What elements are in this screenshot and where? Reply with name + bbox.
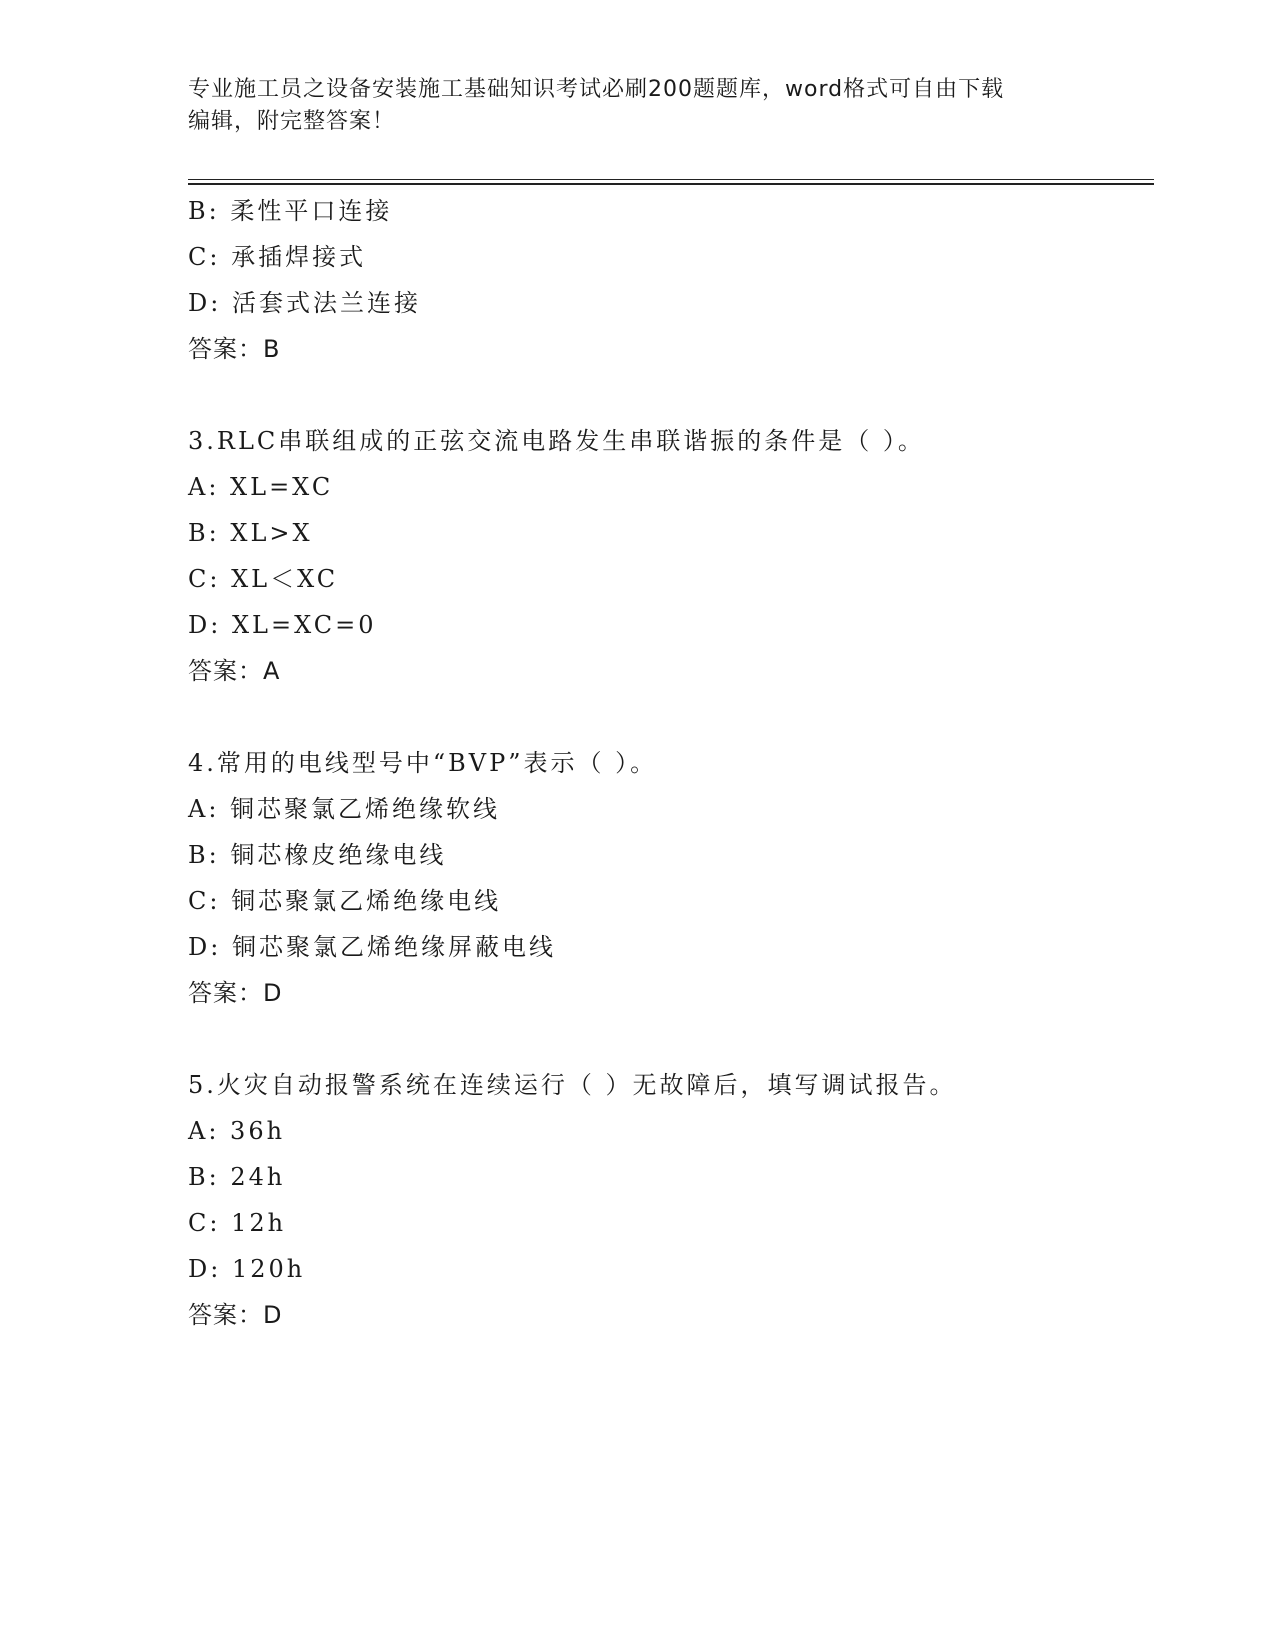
question-4 xyxy=(188,740,1148,1016)
header-divider-thin xyxy=(188,179,1154,180)
question-5 xyxy=(188,1062,1148,1338)
header-title-line-1: 专业施工员之设备安装施工基础知识考试必刷200题题库，word格式可自由下载 xyxy=(188,77,1005,102)
option-b: B: 铜芯橡皮绝缘电线 xyxy=(188,841,447,869)
option-a: A: 36h xyxy=(188,1117,286,1145)
option-b: B: XL>X xyxy=(188,519,313,547)
option-c: C: 12h xyxy=(188,1209,287,1237)
option-c: C: 承插焊接式 xyxy=(188,243,367,271)
document-header xyxy=(188,74,1088,138)
option-a: A: 铜芯聚氯乙烯绝缘软线 xyxy=(188,795,501,823)
spacer xyxy=(188,1016,1148,1062)
option-c: C: XL＜XC xyxy=(188,565,339,593)
question-text: 5.火灾自动报警系统在连续运行（ ）无故障后，填写调试报告。 xyxy=(188,1071,957,1099)
answer-label: 答案：B xyxy=(188,335,281,363)
question-2-tail xyxy=(188,188,1148,372)
header-divider-thick xyxy=(188,183,1154,185)
option-b: B: 24h xyxy=(188,1163,286,1191)
answer-label: 答案：D xyxy=(188,1301,283,1329)
answer-label: 答案：A xyxy=(188,657,281,685)
option-c: C: 铜芯聚氯乙烯绝缘电线 xyxy=(188,887,502,915)
spacer xyxy=(188,694,1148,740)
question-text: 3.RLC串联组成的正弦交流电路发生串联谐振的条件是（ ）。 xyxy=(188,427,925,455)
option-a: A: XL=XC xyxy=(188,473,334,501)
option-d: D: XL=XC=0 xyxy=(188,611,377,639)
question-text: 4.常用的电线型号中“BVP”表示（ ）。 xyxy=(188,749,658,777)
option-d: D: 铜芯聚氯乙烯绝缘屏蔽电线 xyxy=(188,933,556,961)
option-b: B: 柔性平口连接 xyxy=(188,197,393,225)
option-d: D: 120h xyxy=(188,1255,306,1283)
question-3 xyxy=(188,418,1148,694)
spacer xyxy=(188,372,1148,418)
answer-label: 答案：D xyxy=(188,979,283,1007)
question-list xyxy=(188,188,1148,1338)
option-d: D: 活套式法兰连接 xyxy=(188,289,421,317)
header-title-line-2: 编辑，附完整答案！ xyxy=(188,109,396,134)
